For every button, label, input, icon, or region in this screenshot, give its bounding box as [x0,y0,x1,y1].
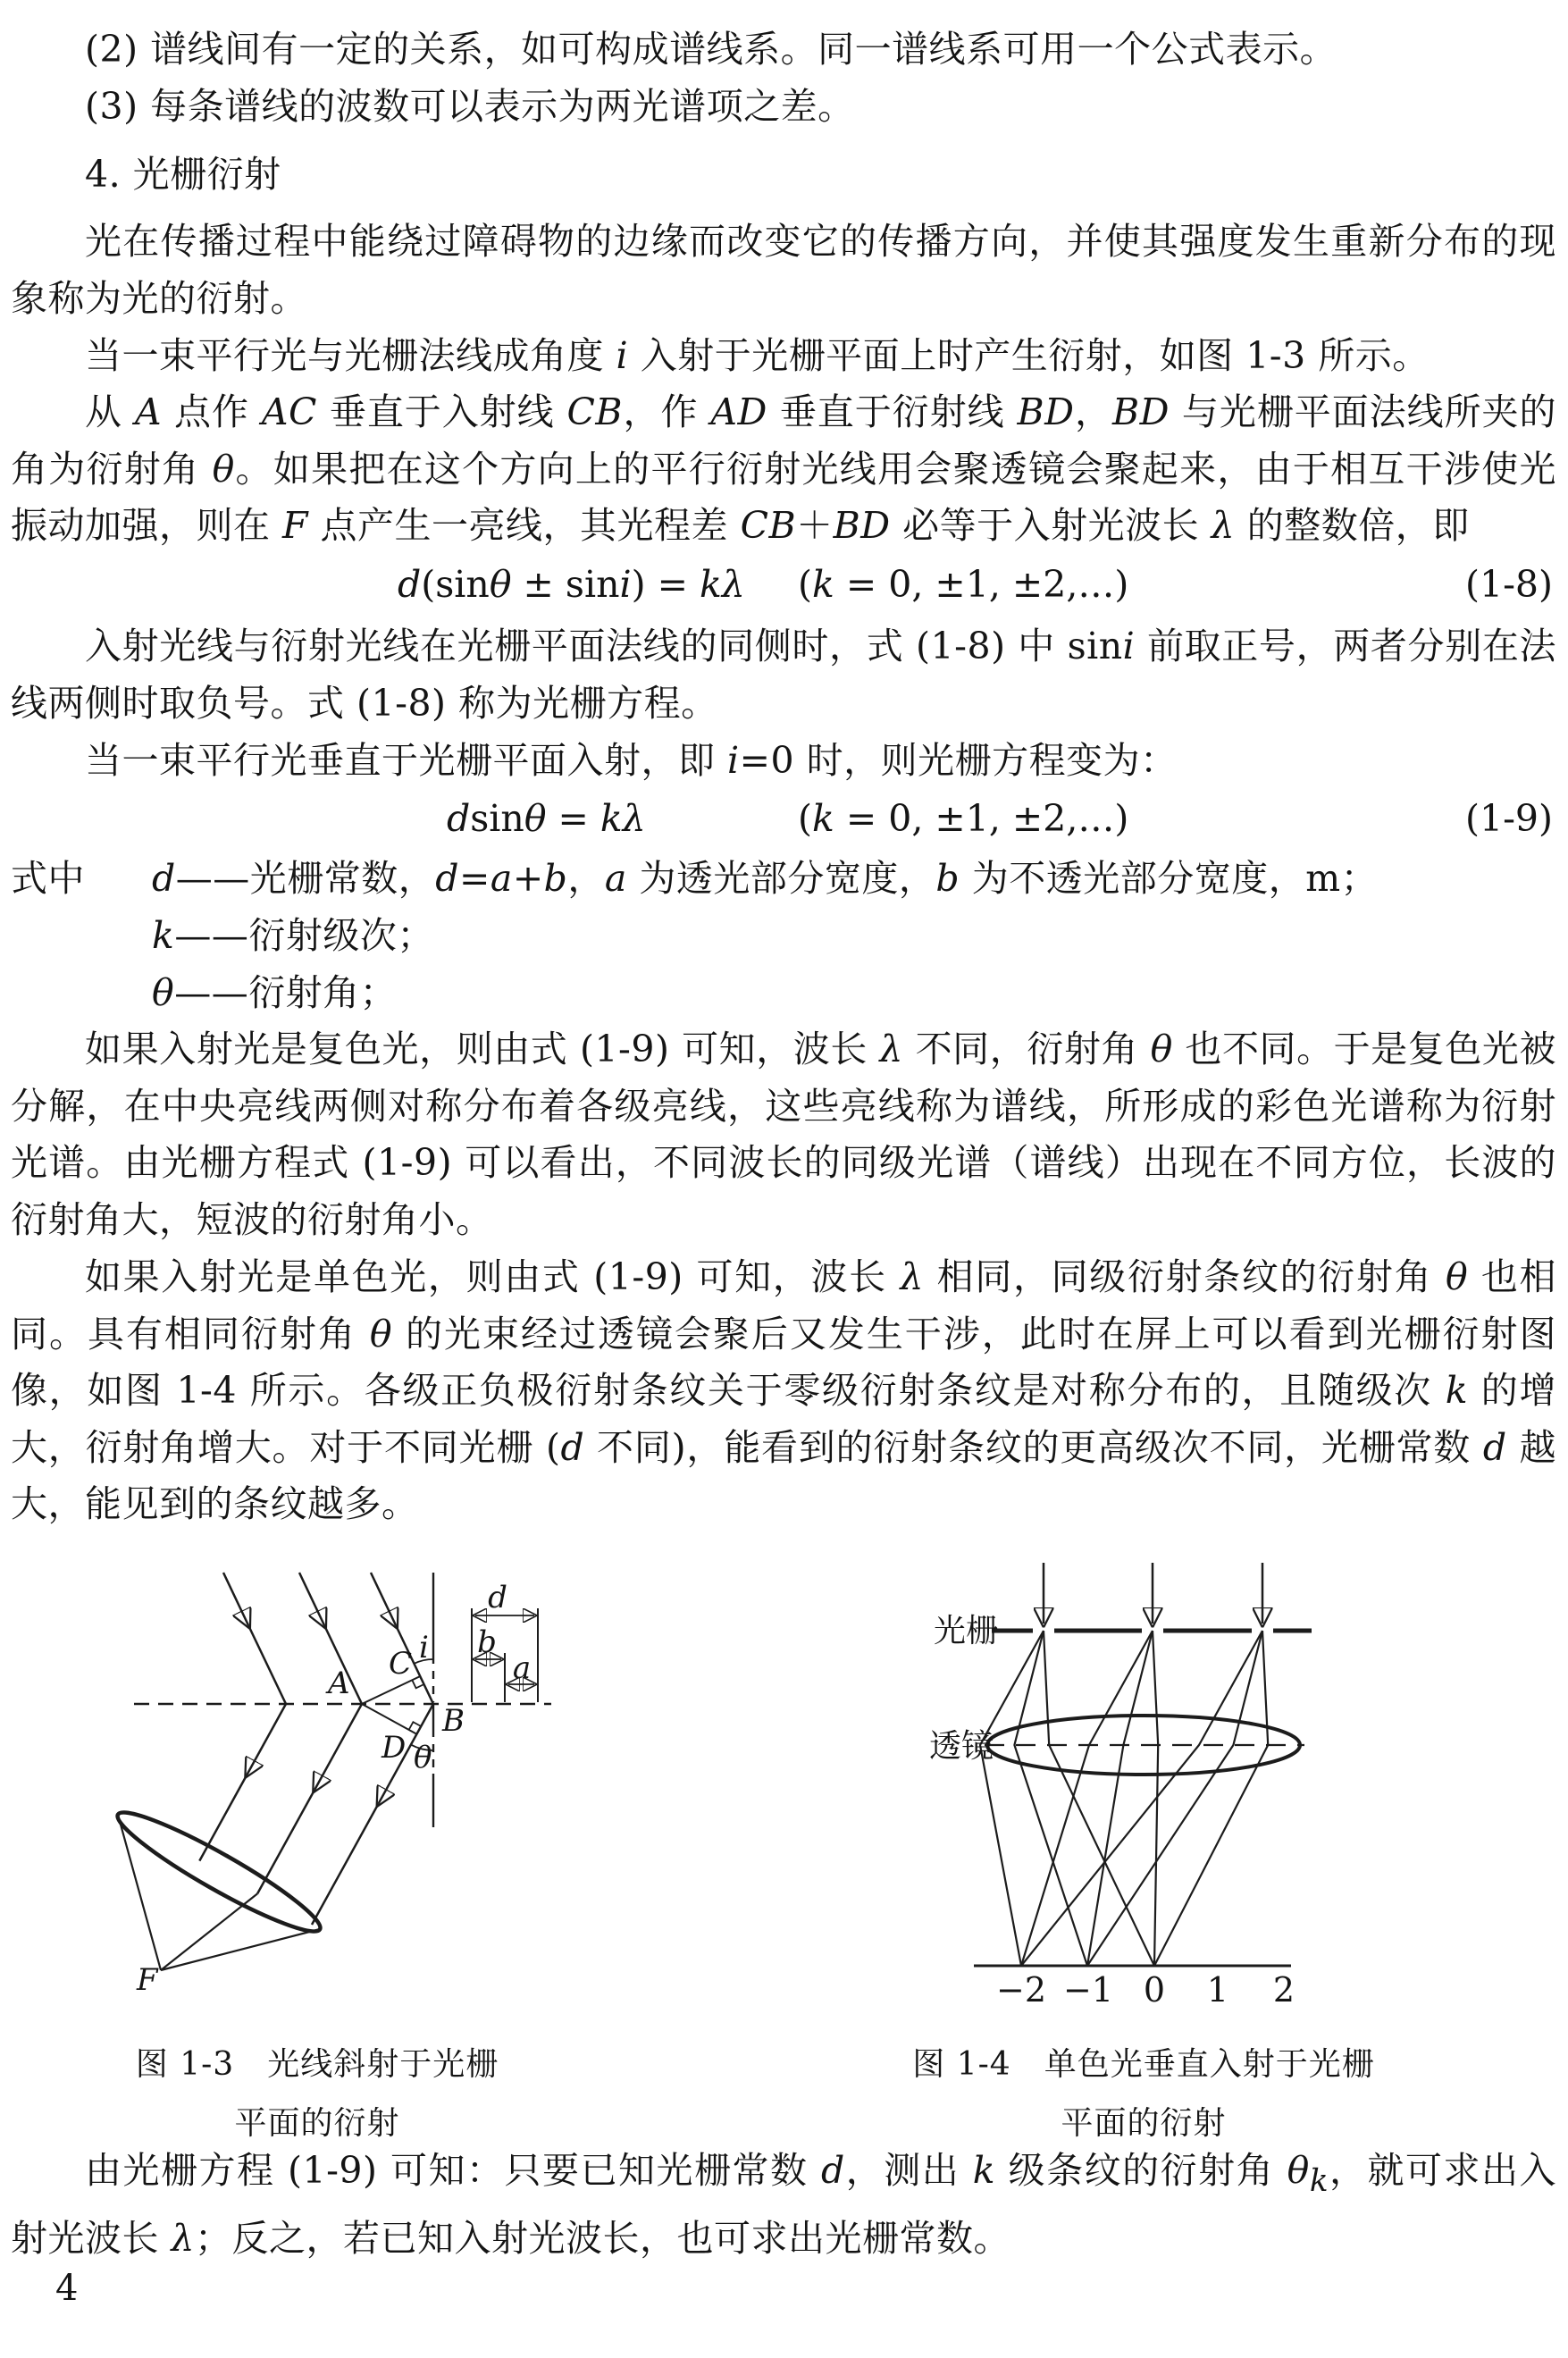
paragraph-monochromatic: 如果入射光是单色光，则由式 (1-9) 可知，波长 λ 相同，同级衍射条纹的衍射角 θ 也相同。具有相同衍射角 θ 的光束经过透镜会聚后又发生干涉，此时在屏上可以看到光栅衍射图像，如图 1-4 所示。各级正负极衍射条纹关于零级衍射条纹是对称分布的，且随级次 k 的增大，衍射角增大。对于不同光栅 (d 不同)，能看到的衍射条纹的更高级次不同，光栅常数 d 越大，能见到的条纹越多。 [11,1255,1556,1525]
equation-1-9-condition: (k = 0, ±1, ±2,…) [798,797,1129,840]
equation-1-8-number: (1-8) [1464,563,1553,606]
dimension-b-label: b [477,1624,497,1660]
figure-1-4 [885,1550,1331,2006]
figure-1-3-caption-line1: 图 1-3 光线斜射于光栅 [135,2046,499,2083]
figure-1-3 [85,1550,558,2006]
dimension-a-label: a [512,1650,532,1686]
where-list-k: k——衍射级次； [152,914,434,957]
paragraph-conclusion: 由光栅方程 (1-9) 可知：只要已知光栅常数 d，测出 k 级条纹的衍射角 $\theta_k$，就可求出入射光波长 λ；反之，若已知入射光波长，也可求出光栅常数。 [11,2149,1556,2260]
point-c-label: C [389,1646,413,1682]
figure-1-3-drawing [85,1550,558,2006]
point-d-label: D [382,1730,407,1766]
grating-label: 光栅 [934,1613,999,1649]
order-label-plus-1: 1 [1206,1970,1229,2006]
where-list-d-definition: d——光栅常数，d=a+b，a 为透光部分宽度，b 为不透光部分宽度，m； [152,857,1379,900]
figure-1-4-caption-line1: 图 1-4 单色光垂直入射于光栅 [912,2046,1375,2083]
incident-arrows [1044,1563,1262,1624]
figure-1-4-caption [893,2035,1394,2153]
where-list-d [11,851,1556,908]
where-list-theta: θ——衍射角； [152,971,398,1014]
figure-1-3-caption [67,2035,567,2153]
page-number: 4 [55,2268,79,2309]
equation-1-8-condition: (k = 0, ±1, ±2,…) [798,563,1129,606]
paragraph-normal-incidence: 当一束平行光垂直于光栅平面入射，即 i=0 时，则光栅方程变为： [85,739,1178,782]
equation-1-9-number: (1-9) [1464,797,1553,840]
converging-lens [109,1799,329,1944]
paragraph-incident-angle: 当一束平行光与光栅法线成角度 i 入射于光栅平面上时产生衍射，如图 1-3 所示。 [85,334,1430,377]
order-label-zero: 0 [1143,1970,1166,2006]
order-label-minus-2: −2 [995,1970,1047,2006]
construction-lines [362,1676,424,1734]
figure-1-4-drawing [885,1550,1331,2006]
order-label-plus-2: 2 [1272,1970,1295,2006]
diffraction-order-labels [996,1970,1295,2006]
angle-theta-label: θ [414,1740,432,1775]
equation-1-8-formula: d(sinθ ± sini) = kλ [398,563,745,606]
paragraph-diffraction-definition: 光在传播过程中能绕过障碍物的边缘而改变它的传播方向，并使其强度发生重新分布的现象称为光的衍射。 [11,220,1556,320]
figure-1-3-caption-line2: 平面的衍射 [234,2105,400,2142]
figure-1-4-caption-line2: 平面的衍射 [1061,2105,1227,2142]
paragraph-sign-convention: 入射光线与衍射光线在光栅平面法线的同侧时，式 (1-8) 中 sini 前取正号，两者分别在法线两侧时取负号。式 (1-8) 称为光栅方程。 [11,625,1556,725]
where-list-intro: 式中 [11,857,85,900]
dimension-d-label: d [488,1580,507,1615]
paragraph-polychromatic: 如果入射光是复色光，则由式 (1-9) 可知，波长 λ 不同，衍射角 θ 也不同。于是复色光被分解，在中央亮线两侧对称分布着各级亮线，这些亮线称为谱线，所形成的彩色光谱称为衍射光谱。由光栅方程式 (1-9) 可以看出，不同波长的同级光谱（谱线）出现在不同方位，长波的衍射角大，短波的衍射角小。 [11,1028,1556,1241]
section-heading: 4. 光栅衍射 [85,153,281,196]
paragraph-geometry: 从 A 点作 AC 垂直于入射线 CB，作 AD 垂直于衍射线 BD，BD 与光栅平面法线所夹的角为衍射角 θ。如果把在这个方向上的平行衍射光线用会聚透镜会聚起来，由于相互干涉使光振动加强，则在 F 点产生一亮线，其光程差 CB＋BD 必等于入射光波长 λ 的整数倍，即 [11,390,1556,547]
lens-label: 透镜 [929,1728,994,1765]
list-item-3: (3) 每条谱线的波数可以表示为两光谱项之差。 [85,85,855,128]
equation-1-9-formula: dsinθ = kλ [447,797,646,840]
equation-1-8 [11,556,1556,613]
focus-f-label: F [137,1962,158,1998]
angle-i-label: i [419,1630,429,1666]
diffracted-order-rays [980,1631,1268,1966]
equation-1-9 [11,790,1556,847]
point-b-label: B [442,1703,465,1739]
order-label-minus-1: −1 [1062,1970,1114,2006]
point-a-label: A [328,1666,350,1701]
list-item-2: (2) 谱线间有一定的关系，如可构成谱线系。同一谱线系可用一个公式表示。 [85,28,1337,71]
